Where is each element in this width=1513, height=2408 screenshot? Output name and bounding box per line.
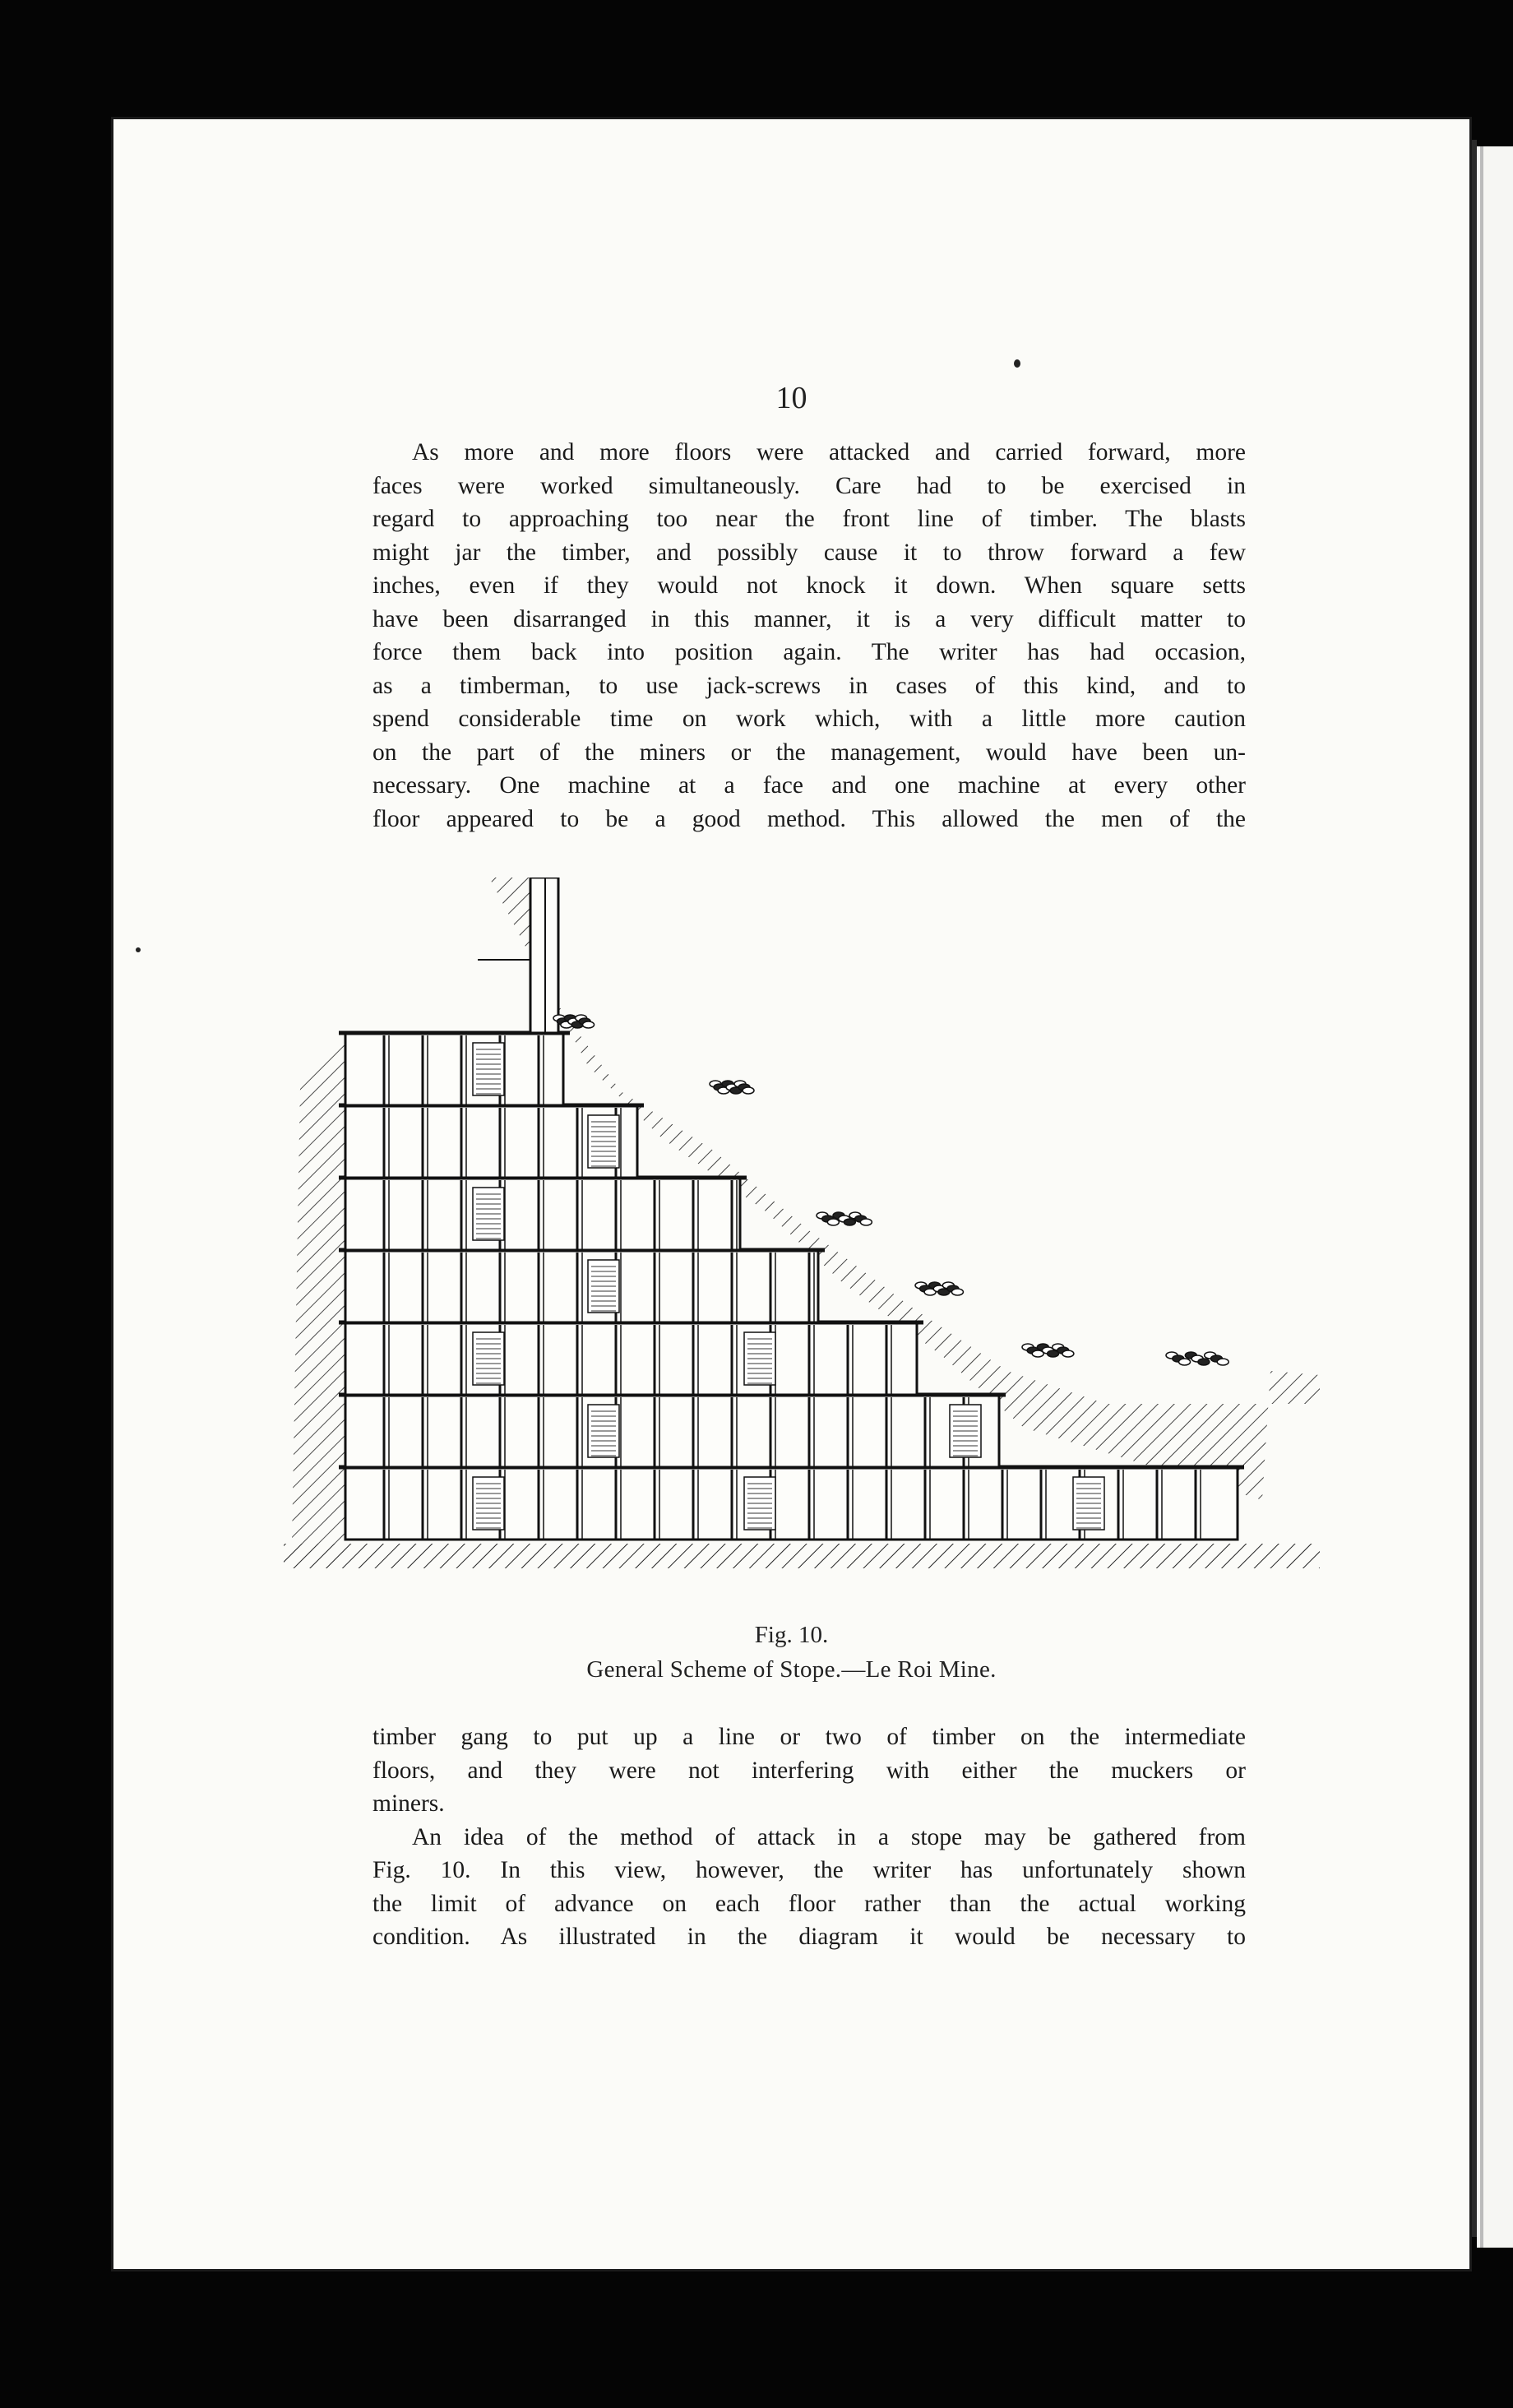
ore-pile bbox=[1022, 1344, 1074, 1357]
ore-pile bbox=[915, 1282, 963, 1295]
left-wall-rock bbox=[292, 1034, 345, 1544]
ore-lump bbox=[951, 1289, 963, 1295]
timber-floor bbox=[345, 1178, 740, 1250]
ore-lump bbox=[743, 1087, 754, 1094]
ore-pile bbox=[710, 1081, 754, 1094]
stope-diagram bbox=[284, 878, 1320, 1725]
text-line: Fig. 10. In this view, however, the writer has unfortunately shown bbox=[372, 1857, 1246, 1883]
text-line: might jar the timber, and possibly cause it to throw forward a few bbox=[372, 539, 1246, 566]
text-line: floors, and they were not interfering with either the muckers or bbox=[372, 1757, 1246, 1784]
ink-speck bbox=[1014, 359, 1020, 368]
text-line: necessary. One machine at a face and one machine at every other bbox=[372, 772, 1246, 799]
text-line: the limit of advance on each floor rather than the actual working bbox=[372, 1890, 1246, 1917]
text-line: timber gang to put up a line or two of timber on the intermediate bbox=[372, 1724, 1246, 1750]
facing-page-line bbox=[1480, 146, 1483, 2248]
text-line: inches, even if they would not knock it down. When square setts bbox=[372, 572, 1246, 599]
text-line: regard to approaching too near the front line of timber. The blasts bbox=[372, 506, 1246, 532]
text-line: as a timberman, to use jack-screws in cases of this kind, and to bbox=[372, 672, 1246, 699]
figure-number: Fig. 10. bbox=[754, 1622, 829, 1648]
ore-lump bbox=[1198, 1359, 1210, 1365]
text-line: on the part of the miners or the management, would have been un- bbox=[372, 739, 1246, 766]
paragraph-stope-floors bbox=[372, 436, 1246, 836]
text-line: miners. bbox=[372, 1790, 445, 1817]
timber-floors bbox=[339, 1033, 1244, 1540]
timber-floor bbox=[345, 1322, 917, 1395]
text-line: spend considerable time on work which, with a little more caution bbox=[372, 706, 1246, 732]
ore-lump bbox=[860, 1219, 872, 1225]
ore-lump bbox=[1217, 1359, 1228, 1365]
ore-lump bbox=[1179, 1359, 1191, 1365]
text-line: floor appeared to be a good method. This allowed the men of the bbox=[372, 805, 1246, 832]
ore-lump bbox=[583, 1021, 595, 1028]
timber-floor bbox=[345, 1033, 563, 1105]
text-line: have been disarranged in this manner, it is a very difficult matter to bbox=[372, 605, 1246, 632]
text-line: An idea of the method of attack in a stope may be gathered from bbox=[412, 1823, 1246, 1850]
ore-pile bbox=[1166, 1352, 1228, 1365]
ore-lump bbox=[844, 1219, 855, 1225]
footwall-rock bbox=[284, 1544, 1320, 1568]
book-page bbox=[111, 117, 1472, 2271]
stope-cross-section-drawing bbox=[284, 878, 1320, 1618]
ore-lump bbox=[1062, 1350, 1074, 1357]
ore-pile bbox=[817, 1212, 872, 1225]
text-line: faces were worked simultaneously. Care had to be exercised in bbox=[372, 472, 1246, 499]
page-number: 10 bbox=[775, 381, 807, 415]
ink-speck bbox=[136, 947, 141, 952]
figure-caption: General Scheme of Stope.—Le Roi Mine. bbox=[586, 1656, 997, 1683]
paragraph-timber-gang bbox=[372, 1720, 1246, 1954]
ore-lump bbox=[827, 1219, 839, 1225]
timber-floor bbox=[345, 1395, 999, 1467]
text-line: condition. As illustrated in the diagram it would be necessary to bbox=[372, 1924, 1246, 1950]
text-line: force them back into position again. The writer has had occasion, bbox=[372, 639, 1246, 665]
text-line: As more and more floors were attacked and carried forward, more bbox=[412, 439, 1246, 465]
